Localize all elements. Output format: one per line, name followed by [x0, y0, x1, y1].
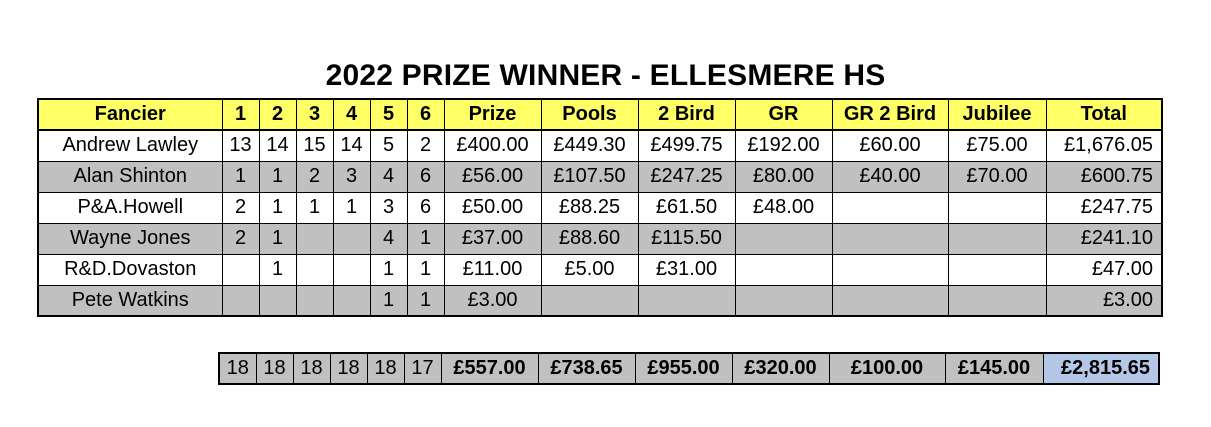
cell-race-1: 1	[222, 161, 259, 192]
cell-total: £600.75	[1046, 161, 1162, 192]
cell-race-2: 1	[259, 161, 296, 192]
cell-race-6: 1	[407, 254, 444, 285]
header-col-2: 2	[259, 99, 296, 130]
cell-total: £241.10	[1046, 223, 1162, 254]
cell-race-3: 2	[296, 161, 333, 192]
cell-gr: £192.00	[735, 130, 832, 161]
header-fancier: Fancier	[38, 99, 222, 130]
header-prize: Prize	[444, 99, 541, 130]
cell-2-bird: £61.50	[638, 192, 735, 223]
total-gr: £320.00	[732, 353, 829, 384]
cell-race-5: 3	[370, 192, 407, 223]
cell-race-1	[222, 254, 259, 285]
cell-fancier-name: P&A.Howell	[38, 192, 222, 223]
total-prize: £557.00	[441, 353, 538, 384]
cell-jubilee	[948, 223, 1046, 254]
total-gr-2-bird: £100.00	[829, 353, 945, 384]
cell-pools: £449.30	[541, 130, 638, 161]
cell-gr-2-bird: £40.00	[832, 161, 948, 192]
cell-2-bird: £247.25	[638, 161, 735, 192]
cell-race-4	[333, 223, 370, 254]
cell-fancier-name: Andrew Lawley	[38, 130, 222, 161]
cell-fancier-name: Alan Shinton	[38, 161, 222, 192]
cell-race-1: 2	[222, 223, 259, 254]
cell-gr-2-bird	[832, 254, 948, 285]
cell-gr-2-bird	[832, 192, 948, 223]
cell-fancier-name: Pete Watkins	[38, 285, 222, 316]
cell-race-6: 2	[407, 130, 444, 161]
cell-race-1: 13	[222, 130, 259, 161]
cell-total: £47.00	[1046, 254, 1162, 285]
header-gr-2-bird: GR 2 Bird	[832, 99, 948, 130]
totals-table	[218, 352, 1160, 385]
cell-race-6: 6	[407, 192, 444, 223]
page-title: 2022 PRIZE WINNER - ELLESMERE HS	[325, 59, 886, 92]
cell-2-bird	[638, 285, 735, 316]
cell-race-6: 1	[407, 285, 444, 316]
totals-row	[219, 353, 1159, 384]
cell-race-2: 1	[259, 192, 296, 223]
cell-pools: £88.25	[541, 192, 638, 223]
cell-race-4	[333, 254, 370, 285]
cell-prize: £56.00	[444, 161, 541, 192]
table-row	[38, 223, 1162, 254]
header-row	[38, 99, 1162, 130]
header-col-1: 1	[222, 99, 259, 130]
cell-race-1: 2	[222, 192, 259, 223]
cell-gr: £80.00	[735, 161, 832, 192]
total-pools: £738.65	[538, 353, 635, 384]
cell-gr-2-bird: £60.00	[832, 130, 948, 161]
cell-race-3: 1	[296, 192, 333, 223]
cell-jubilee	[948, 192, 1046, 223]
cell-race-3	[296, 223, 333, 254]
table-row	[38, 285, 1162, 316]
cell-race-2: 1	[259, 223, 296, 254]
cell-race-1	[222, 285, 259, 316]
total-col-1: 18	[219, 353, 256, 384]
table-row	[38, 130, 1162, 161]
cell-gr-2-bird	[832, 285, 948, 316]
table-row	[38, 192, 1162, 223]
cell-race-5: 4	[370, 223, 407, 254]
cell-race-5: 1	[370, 254, 407, 285]
table-row	[38, 254, 1162, 285]
cell-race-4	[333, 285, 370, 316]
total-2-bird: £955.00	[635, 353, 732, 384]
cell-race-5: 5	[370, 130, 407, 161]
cell-fancier-name: R&D.Dovaston	[38, 254, 222, 285]
cell-pools: £5.00	[541, 254, 638, 285]
header-gr: GR	[735, 99, 832, 130]
header-col-3: 3	[296, 99, 333, 130]
header-col-6: 6	[407, 99, 444, 130]
cell-race-6: 1	[407, 223, 444, 254]
cell-prize: £37.00	[444, 223, 541, 254]
cell-prize: £3.00	[444, 285, 541, 316]
cell-race-4: 3	[333, 161, 370, 192]
header-total: Total	[1046, 99, 1162, 130]
grand-total: £2,815.65	[1043, 353, 1159, 384]
header-col-4: 4	[333, 99, 370, 130]
cell-race-2: 14	[259, 130, 296, 161]
cell-race-3	[296, 254, 333, 285]
cell-prize: £400.00	[444, 130, 541, 161]
cell-gr: £48.00	[735, 192, 832, 223]
cell-race-2: 1	[259, 254, 296, 285]
cell-2-bird: £115.50	[638, 223, 735, 254]
cell-2-bird: £31.00	[638, 254, 735, 285]
total-col-2: 18	[256, 353, 293, 384]
cell-race-3: 15	[296, 130, 333, 161]
cell-total: £247.75	[1046, 192, 1162, 223]
cell-race-5: 4	[370, 161, 407, 192]
cell-jubilee: £70.00	[948, 161, 1046, 192]
cell-prize: £50.00	[444, 192, 541, 223]
cell-gr-2-bird	[832, 223, 948, 254]
total-col-6: 17	[404, 353, 441, 384]
cell-jubilee: £75.00	[948, 130, 1046, 161]
header-jubilee: Jubilee	[948, 99, 1046, 130]
total-jubilee: £145.00	[945, 353, 1043, 384]
cell-race-3	[296, 285, 333, 316]
total-col-5: 18	[367, 353, 404, 384]
total-col-3: 18	[293, 353, 330, 384]
cell-gr	[735, 254, 832, 285]
cell-race-2	[259, 285, 296, 316]
cell-gr	[735, 285, 832, 316]
table-row	[38, 161, 1162, 192]
cell-2-bird: £499.75	[638, 130, 735, 161]
cell-total: £3.00	[1046, 285, 1162, 316]
cell-prize: £11.00	[444, 254, 541, 285]
cell-race-4: 1	[333, 192, 370, 223]
cell-race-6: 6	[407, 161, 444, 192]
cell-race-4: 14	[333, 130, 370, 161]
cell-pools: £107.50	[541, 161, 638, 192]
cell-jubilee	[948, 254, 1046, 285]
header-2-bird: 2 Bird	[638, 99, 735, 130]
cell-pools: £88.60	[541, 223, 638, 254]
cell-jubilee	[948, 285, 1046, 316]
header-col-5: 5	[370, 99, 407, 130]
total-col-4: 18	[330, 353, 367, 384]
cell-race-5: 1	[370, 285, 407, 316]
header-pools: Pools	[541, 99, 638, 130]
cell-total: £1,676.05	[1046, 130, 1162, 161]
cell-gr	[735, 223, 832, 254]
cell-fancier-name: Wayne Jones	[38, 223, 222, 254]
prize-table	[37, 98, 1163, 317]
cell-pools	[541, 285, 638, 316]
